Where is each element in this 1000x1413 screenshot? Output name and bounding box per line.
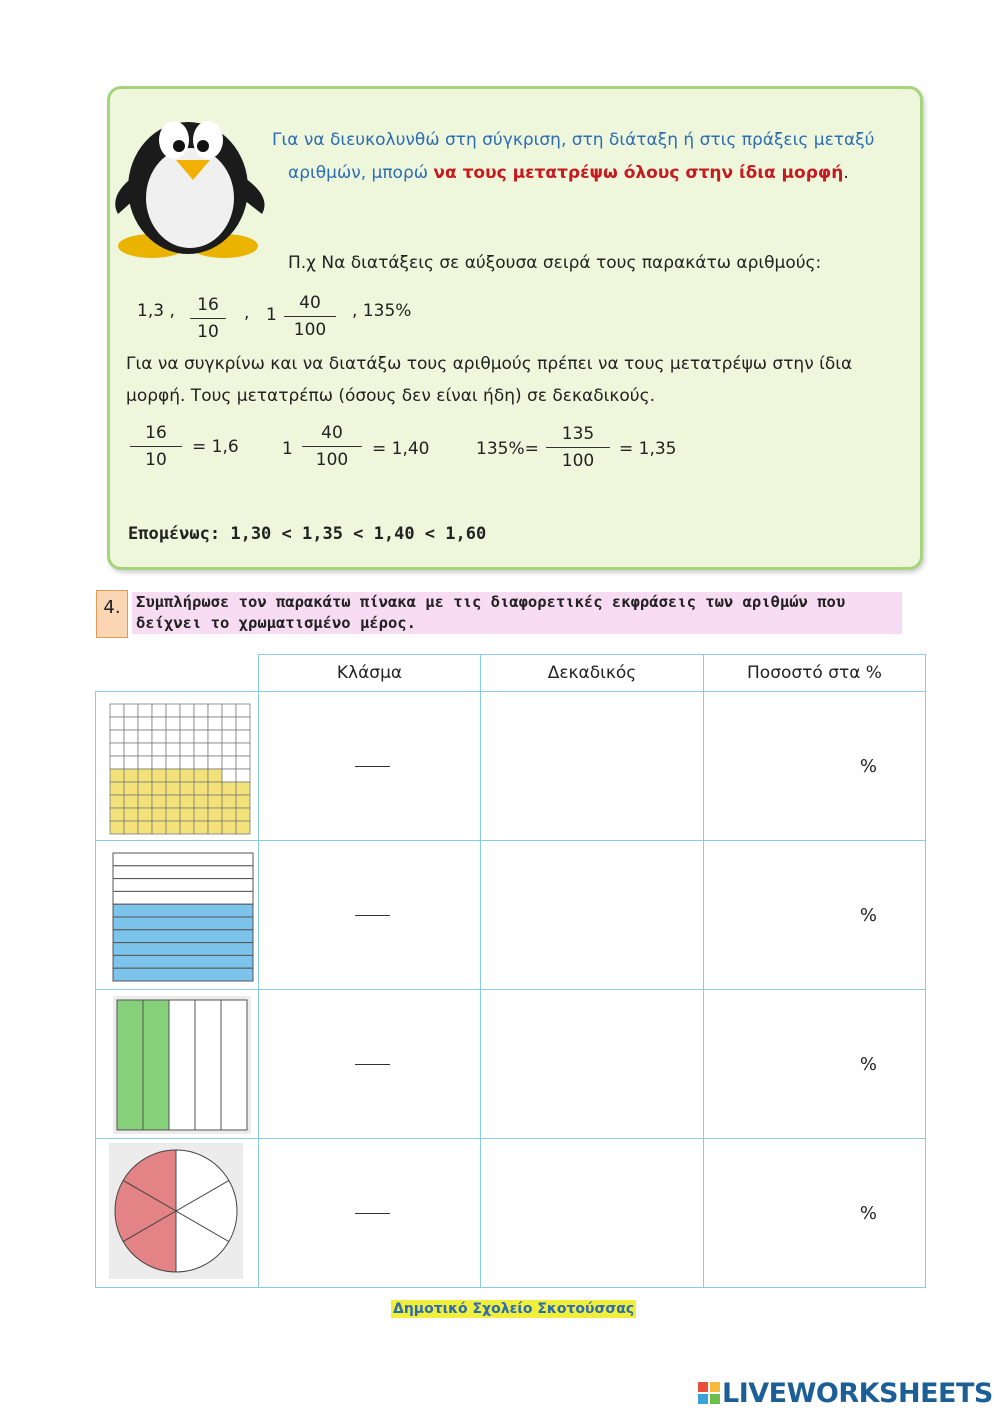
grid-square — [138, 782, 152, 795]
grid-square — [152, 756, 166, 769]
grid-square — [152, 717, 166, 730]
fraction-blank[interactable] — [355, 915, 390, 916]
fraction-answer-cell[interactable] — [259, 841, 481, 990]
grid-square — [138, 717, 152, 730]
grid-square — [110, 704, 124, 717]
horizontal-strip — [113, 853, 253, 866]
grid-square — [124, 821, 138, 834]
fraction-answer-cell[interactable] — [259, 692, 481, 841]
fraction-numerator: 16 — [145, 423, 167, 443]
grid-square — [166, 730, 180, 743]
grid-square — [152, 743, 166, 756]
example-fraction-a — [190, 294, 226, 343]
grid-square — [110, 769, 124, 782]
table-row — [96, 1139, 926, 1288]
grid-square — [138, 730, 152, 743]
grid-square — [110, 821, 124, 834]
table-row — [96, 692, 926, 841]
grid-square — [194, 730, 208, 743]
fraction-numerator: 40 — [299, 293, 321, 313]
percent-answer-cell[interactable]: % — [704, 990, 926, 1139]
fraction-blank[interactable] — [355, 766, 390, 767]
vertical-strips-shape — [96, 990, 258, 1134]
grid-square — [166, 704, 180, 717]
grid-square — [222, 808, 236, 821]
liveworksheets-logo-icon — [698, 1382, 720, 1404]
grid-square — [138, 821, 152, 834]
conversion-1-fraction — [130, 422, 182, 471]
grid-square — [138, 795, 152, 808]
grid-square — [180, 782, 194, 795]
grid-square — [194, 756, 208, 769]
horizontal-strip — [113, 930, 253, 943]
grid-square — [194, 743, 208, 756]
grid-square — [124, 717, 138, 730]
grid-square — [110, 808, 124, 821]
header-decimal: Δεκαδικός — [481, 655, 704, 692]
grid-square — [138, 756, 152, 769]
grid-square — [222, 717, 236, 730]
fraction-numerator: 135 — [561, 424, 595, 444]
grid-square — [166, 756, 180, 769]
intro-line-1: Για να διευκολυνθώ στη σύγκριση, στη διάταξη ή στις πράξεις μεταξύ — [272, 130, 875, 150]
grid-square — [124, 704, 138, 717]
grid-square — [166, 782, 180, 795]
header-empty-cell — [96, 655, 259, 692]
penguin-icon — [112, 96, 288, 262]
grid-square — [124, 756, 138, 769]
grid-square — [124, 808, 138, 821]
fraction-denominator: 100 — [561, 451, 595, 471]
explanation-line-2: μορφή. Τους μετατρέπω (όσους δεν είναι ήδη) σε δεκαδικούς. — [126, 386, 656, 406]
grid-square — [180, 821, 194, 834]
grid-square — [208, 821, 222, 834]
grid-square — [208, 769, 222, 782]
grid-square — [194, 808, 208, 821]
grid-square — [124, 769, 138, 782]
intro-end: . — [843, 163, 849, 183]
grid-square — [208, 782, 222, 795]
grid-square — [236, 795, 250, 808]
grid-square — [180, 717, 194, 730]
grid-square — [124, 795, 138, 808]
conversion-2-result: = 1,40 — [372, 439, 430, 459]
grid-square — [222, 795, 236, 808]
example-comma: , — [244, 303, 250, 323]
example-num-a: 1,3 , — [137, 301, 175, 321]
grid-square — [152, 782, 166, 795]
grid-square — [110, 756, 124, 769]
grid-square — [194, 704, 208, 717]
shape-cell — [96, 692, 259, 841]
decimal-answer-cell[interactable] — [481, 1139, 704, 1288]
conclusion: Επομένως: 1,30 < 1,35 < 1,40 < 1,60 — [128, 524, 487, 544]
vertical-strip — [117, 1000, 143, 1130]
header-fraction: Κλάσμα — [259, 655, 481, 692]
fraction-answer-cell[interactable] — [259, 1139, 481, 1288]
grid-shape — [96, 692, 258, 836]
grid-square — [138, 743, 152, 756]
horizontal-strip — [113, 955, 253, 968]
intro-highlight: να τους μετατρέψω όλους στην ίδια μορφή — [433, 163, 844, 183]
grid-square — [194, 821, 208, 834]
fraction-blank[interactable] — [355, 1064, 390, 1065]
grid-square — [138, 808, 152, 821]
grid-square — [236, 730, 250, 743]
grid-square — [110, 730, 124, 743]
task-instructions: Συμπλήρωσε τον παρακάτω πίνακα με τις διαφορετικές εκφράσεις των αριθμών που δείχνει το χρωματισμένο μέρος. — [132, 592, 902, 634]
vertical-strip — [195, 1000, 221, 1130]
shape-cell — [96, 990, 259, 1139]
grid-square — [152, 769, 166, 782]
decimal-answer-cell[interactable] — [481, 990, 704, 1139]
grid-square — [222, 821, 236, 834]
grid-square — [222, 756, 236, 769]
conversion-3-fraction — [546, 423, 610, 472]
grid-square — [180, 808, 194, 821]
fraction-denominator: 10 — [145, 450, 167, 470]
conversion-2-whole: 1 — [282, 439, 293, 459]
grid-square — [180, 730, 194, 743]
intro-line-2 — [272, 157, 912, 190]
decimal-answer-cell[interactable] — [481, 841, 704, 990]
fraction-answer-cell[interactable] — [259, 990, 481, 1139]
horizontal-strip — [113, 891, 253, 904]
conversion-3-label: 135%= — [476, 439, 539, 459]
table-row — [96, 841, 926, 990]
grid-square — [152, 821, 166, 834]
conversion-2-fraction — [302, 422, 362, 471]
grid-square — [180, 795, 194, 808]
vertical-strip — [169, 1000, 195, 1130]
horizontal-strips-shape — [96, 841, 258, 985]
grid-square — [180, 704, 194, 717]
vertical-strip — [143, 1000, 169, 1130]
example-mixed-whole: 1 — [266, 305, 277, 325]
grid-square — [236, 717, 250, 730]
fraction-denominator: 100 — [293, 320, 327, 340]
fraction-blank[interactable] — [355, 1213, 390, 1214]
grid-square — [152, 808, 166, 821]
intro-line-2-start: αριθμών, μπορώ — [288, 163, 428, 183]
example-intro: Π.χ Να διατάξεις σε αύξουσα σειρά τους παρακάτω αριθμούς: — [288, 253, 822, 273]
table-header-row — [96, 655, 926, 692]
horizontal-strip — [113, 968, 253, 981]
grid-square — [124, 782, 138, 795]
grid-square — [222, 704, 236, 717]
table-row — [96, 990, 926, 1139]
grid-square — [138, 769, 152, 782]
grid-square — [236, 821, 250, 834]
grid-square — [208, 756, 222, 769]
grid-square — [236, 782, 250, 795]
grid-square — [208, 743, 222, 756]
grid-square — [124, 730, 138, 743]
explanation — [126, 348, 906, 412]
grid-square — [222, 782, 236, 795]
horizontal-strip — [113, 917, 253, 930]
grid-square — [110, 743, 124, 756]
grid-square — [166, 743, 180, 756]
grid-square — [152, 730, 166, 743]
grid-square — [208, 808, 222, 821]
grid-square — [180, 743, 194, 756]
intro-text — [272, 124, 912, 190]
grid-square — [166, 769, 180, 782]
percent-answer-cell[interactable]: % — [704, 1139, 926, 1288]
grid-square — [236, 808, 250, 821]
grid-square — [236, 743, 250, 756]
grid-square — [124, 743, 138, 756]
grid-square — [208, 704, 222, 717]
percent-answer-cell[interactable]: % — [704, 841, 926, 990]
grid-square — [166, 717, 180, 730]
grid-square — [110, 717, 124, 730]
grid-square — [180, 756, 194, 769]
grid-square — [236, 769, 250, 782]
grid-square — [166, 821, 180, 834]
horizontal-strip — [113, 904, 253, 917]
grid-square — [152, 704, 166, 717]
example-mixed-fraction — [284, 292, 336, 341]
school-name-footer: Δημοτικό Σχολείο Σκοτούσσας — [393, 1301, 635, 1317]
grid-square — [222, 769, 236, 782]
fraction-numerator: 16 — [197, 295, 219, 315]
horizontal-strip — [113, 879, 253, 892]
horizontal-strip — [113, 866, 253, 879]
grid-square — [208, 795, 222, 808]
example-percent: , 135% — [352, 301, 412, 321]
grid-square — [166, 795, 180, 808]
grid-square — [222, 730, 236, 743]
decimal-answer-cell[interactable] — [481, 692, 704, 841]
grid-square — [152, 795, 166, 808]
fraction-denominator: 10 — [197, 322, 219, 342]
percent-answer-cell[interactable]: % — [704, 692, 926, 841]
fraction-numerator: 40 — [321, 423, 343, 443]
grid-square — [110, 795, 124, 808]
grid-square — [166, 808, 180, 821]
grid-square — [208, 717, 222, 730]
liveworksheets-brand: LIVEWORKSHEETS — [722, 1378, 993, 1409]
grid-square — [222, 743, 236, 756]
horizontal-strip — [113, 943, 253, 956]
grid-square — [194, 795, 208, 808]
fraction-denominator: 100 — [315, 450, 349, 470]
grid-square — [194, 717, 208, 730]
header-percent: Ποσοστό στα % — [704, 655, 926, 692]
grid-square — [138, 704, 152, 717]
conversion-1-result: = 1,6 — [192, 437, 239, 457]
grid-square — [110, 782, 124, 795]
answer-table — [95, 654, 926, 1288]
explanation-line-1: Για να συγκρίνω και να διατάξω τους αριθμούς πρέπει να τους μετατρέψω στην ίδια — [126, 354, 853, 374]
grid-square — [194, 769, 208, 782]
grid-square — [180, 769, 194, 782]
pie-shape — [96, 1139, 258, 1283]
grid-square — [236, 704, 250, 717]
task-number: 4. — [96, 590, 128, 638]
grid-square — [236, 756, 250, 769]
vertical-strip — [221, 1000, 247, 1130]
grid-square — [194, 782, 208, 795]
grid-square — [208, 730, 222, 743]
shape-cell — [96, 841, 259, 990]
shape-cell — [96, 1139, 259, 1288]
conversion-3-result: = 1,35 — [619, 439, 677, 459]
